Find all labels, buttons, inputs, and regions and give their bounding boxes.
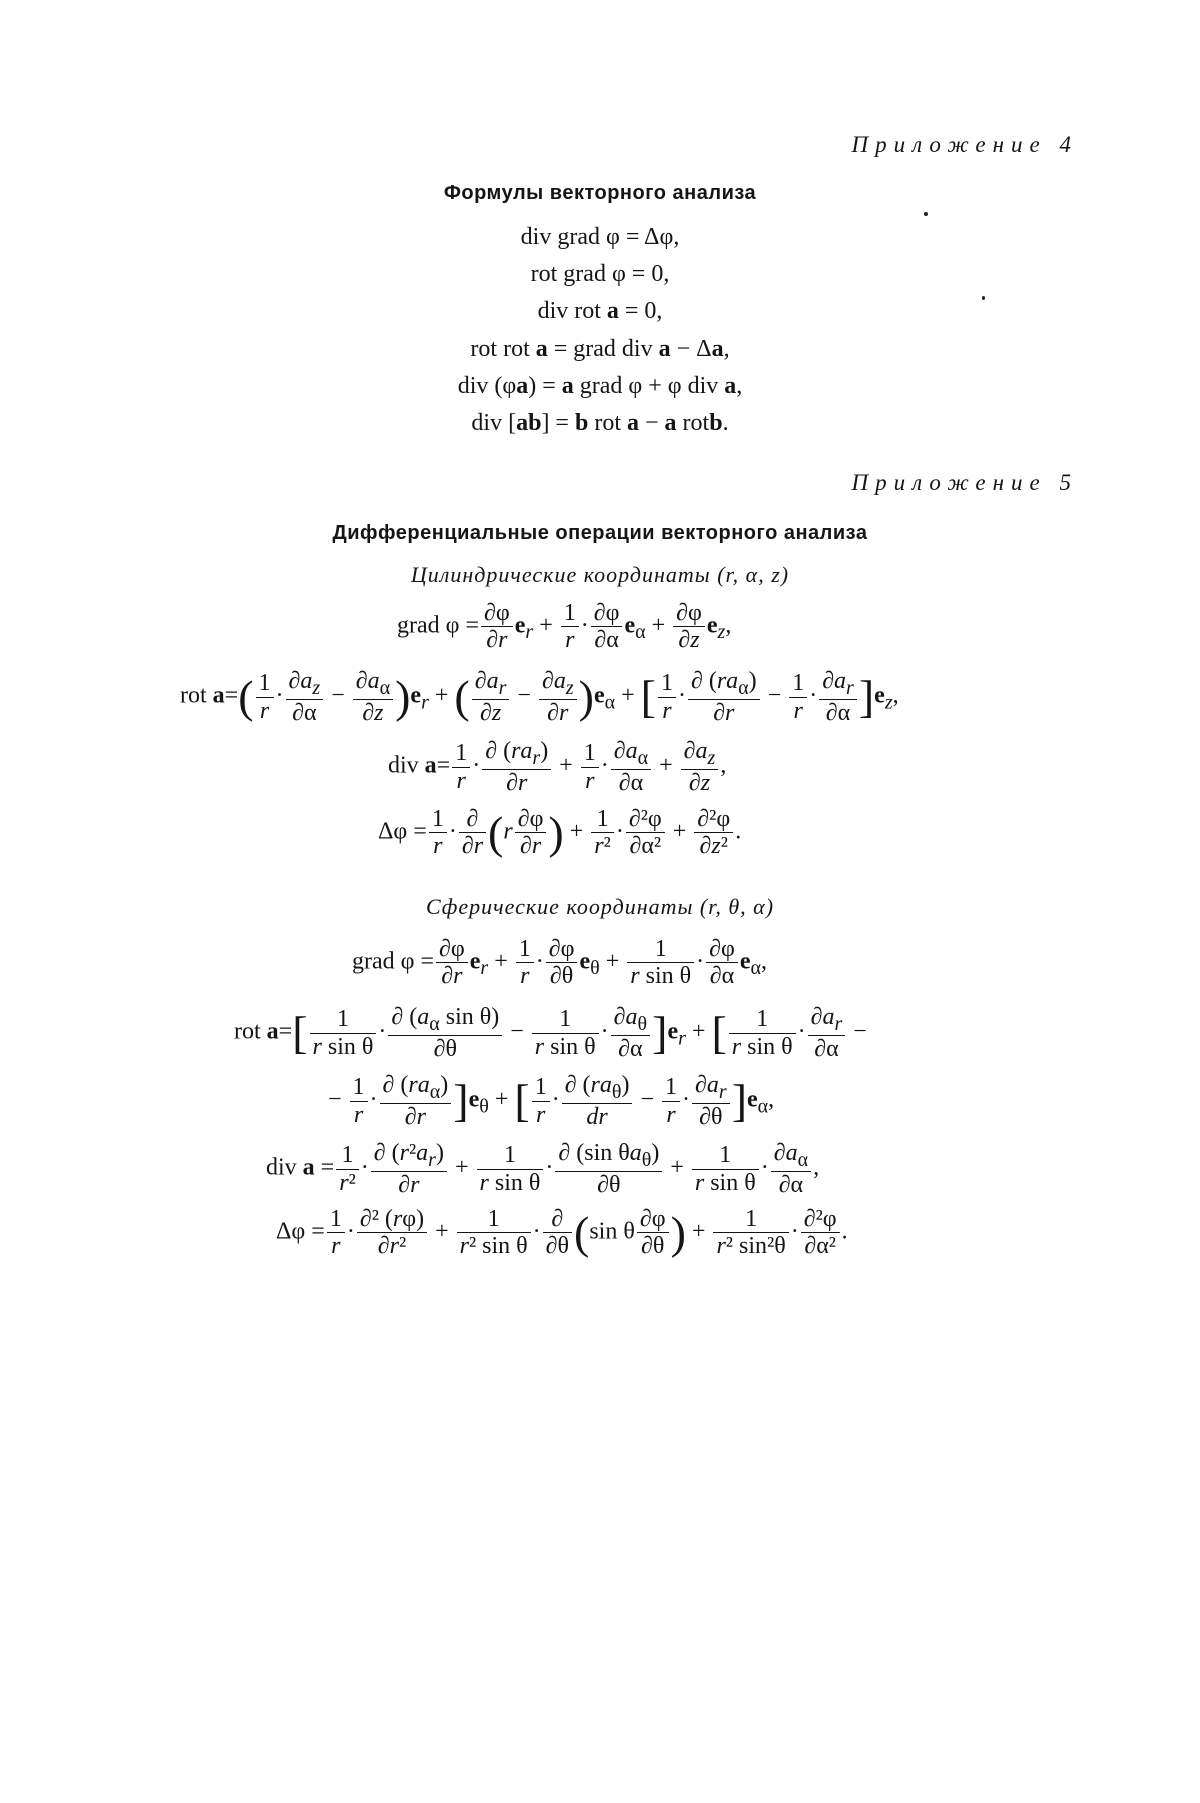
- sph-rot-formula-line2: − $\frac{1}{r}$ · ∂ $(ra_\alpha)$ ∂r ]$e_\theta$ + [ $\frac{1}{r}$ · ∂ $(ra_\theta)$ dr − $\frac{1}{r}$ · $\frac{\partial a_r}{\partial\theta}$ ]$e_\alpha$,: [328, 1072, 775, 1130]
- cylindrical-heading: Цилиндрические координаты (r, α, z): [410, 562, 790, 587]
- cyl-laplace-formula: Δφ = $\frac{1}{r}$ · ∂ ∂r (r $\frac{\partial\varphi}{\partial r}$ ) + $\frac{1}{\text{r²}}$ · $\frac{\text{∂²φ}}{\text{∂α²}}$ + $\frac{\text{∂²φ}}{\text{∂z²}}$ .: [378, 806, 742, 860]
- ink-speck: [924, 212, 928, 216]
- formula-div-rot: div rot a = 0,: [537, 298, 663, 324]
- formula-rot-grad: rot grad φ = 0,: [530, 261, 670, 287]
- sph-div-formula: div a = $\frac{1}{\text{r²}}$ · $\frac{\partial (r^2a_r)}{\partial r}$ + $\frac{1}{\text{r sin θ}}$ · ∂ (sin $\theta a_\theta$) ∂θ + $\frac{1}{\text{r sin θ}}$ · $\frac{\partial a_\alpha}{\partial\alpha}$ ,: [266, 1140, 820, 1198]
- appendix-4-label: Приложение 4: [851, 132, 1078, 157]
- appendix-4-title: Формулы векторного анализа: [443, 182, 757, 204]
- formula-div-ab: div [ab] = b rot a − a rotb.: [471, 410, 729, 436]
- sph-rot-formula-line1: rot a=[ $\frac{1}{\text{r sin θ}}$ · $\frac{\partial (a_\alpha \sin \theta)}{\partial\theta}$ − $\frac{1}{\text{r sin θ}}$ · $\frac{\partial a_\theta}{\partial\alpha}$ ]$e_r$ + [ $\frac{1}{\text{r sin θ}}$ · $\frac{\partial a_r}{\partial\alpha}$ −: [234, 1004, 867, 1062]
- formula-div-phi-a: div (φa) = a grad φ + φ div a,: [457, 373, 743, 399]
- spherical-heading: Сферические координаты (r, θ, α): [425, 894, 775, 919]
- ink-speck: [982, 296, 985, 300]
- cyl-rot-formula: rot a=( $\frac{1}{r}$ · $\frac{\partial a_z}{\partial\alpha}$ − $\frac{\partial a_\alpha}{\partial z}$ )$e_r$ + ( $\frac{\partial a_r}{\partial z}$ − $\frac{\partial a_z}{\partial r}$ )$e_\alpha$ + [ $\frac{1}{r}$ · ∂ $(ra_\alpha)$ ∂r − $\frac{1}{r}$ · $\frac{\partial a_r}{\partial\alpha}$ ]$e_z$,: [180, 668, 899, 726]
- sph-laplace-formula: Δφ = $\frac{1}{r}$ · $\frac{\text{∂² (rφ)}}{\text{∂r²}}$ + $\frac{1}{\text{r² sin θ}}$ · ∂ ∂θ (sin θ $\frac{\partial\varphi}{\partial\theta}$ ) + $\frac{1}{\text{r² sin²θ}}$ · $\frac{\text{∂²φ}}{\text{∂α²}}$ .: [276, 1206, 848, 1260]
- formula-div-grad: div grad φ = Δφ,: [520, 224, 680, 250]
- appendix-5-title: Дифференциальные операции векторного анализа: [332, 522, 868, 544]
- appendix-5-label: Приложение 5: [851, 470, 1078, 495]
- formula-rot-rot: rot rot a = grad div a − Δa,: [470, 336, 730, 362]
- cyl-div-formula: div a= $\frac{1}{r}$ · ∂ $(ra_r)$ ∂r + $\frac{1}{r}$ · $\frac{\partial a_\alpha}{\partial\alpha}$ + $\frac{\partial a_z}{\partial z}$ ,: [388, 738, 727, 796]
- cyl-grad-formula: grad φ = $\frac{\partial\varphi}{\partial r}$ $e_r$ + $\frac{1}{r}$ · $\frac{\partial\varphi}{\partial\alpha}$ $e_\alpha$ + $\frac{\partial\varphi}{\partial z}$ $e_z$,: [397, 600, 732, 654]
- sph-grad-formula: grad φ = $\frac{\partial\varphi}{\partial r}$ $e_r$ + $\frac{1}{r}$ · $\frac{\partial\varphi}{\partial\theta}$ $e_\theta$ + $\frac{1}{\text{r sin θ}}$ · $\frac{\partial\varphi}{\partial\alpha}$ $e_\alpha$,: [352, 936, 767, 990]
